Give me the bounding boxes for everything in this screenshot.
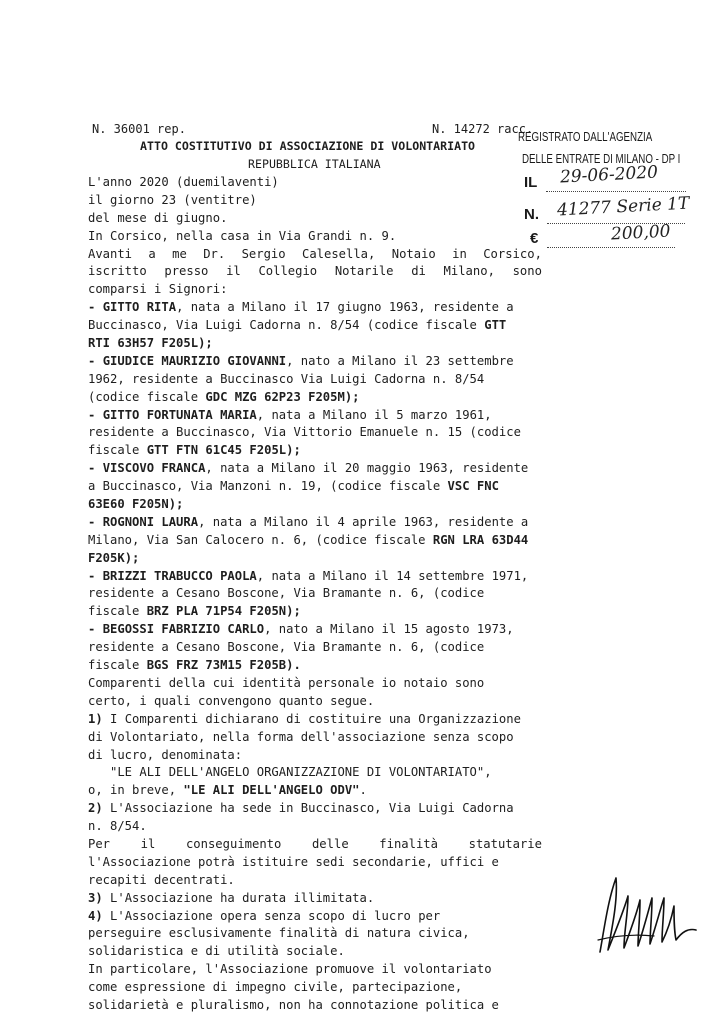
stamp-agency-line: REGISTRATO DALL'AGENZIA bbox=[518, 130, 653, 144]
raccolta-number: N. 14272 racc. bbox=[432, 122, 534, 136]
text-line: il giorno 23 (ventitre) bbox=[88, 192, 257, 207]
notary-signature bbox=[594, 870, 704, 960]
association-name: "LE ALI DELL'ANGELO ORGANIZZAZIONE DI VOLONTARIATO", bbox=[88, 765, 492, 780]
person-entry-5: - ROGNONI LAURA, nata a Milano il 4 aprile 1963, residente a bbox=[88, 514, 529, 529]
article-number: 1) bbox=[88, 711, 103, 726]
document-subtitle: REPUBBLICA ITALIANA bbox=[248, 157, 381, 171]
text-line: L'anno 2020 (duemilaventi) bbox=[88, 175, 279, 189]
person-name: GITTO FORTUNATA MARIA bbox=[102, 407, 257, 422]
person-name: GITTO RITA bbox=[102, 300, 177, 315]
stamp-number-handwritten: 41277 Serie 1T bbox=[557, 193, 691, 221]
repertorio-number: N. 36001 rep. bbox=[92, 122, 186, 136]
stamp-il-label: IL bbox=[524, 174, 538, 191]
person-entry-3: - GITTO FORTUNATA MARIA, nata a Milano il 5 marzo 1961, bbox=[88, 407, 492, 422]
text-line: comparsi i Signori: bbox=[88, 282, 228, 297]
text-line: In Corsico, nella casa in Via Grandi n. 9. bbox=[88, 228, 397, 243]
person-entry-1: - GITTO RITA, nata a Milano il 17 giugno 1963, residente a bbox=[88, 300, 514, 315]
article-number: 2) bbox=[88, 801, 103, 816]
stamp-office-line: DELLE ENTRATE DI MILANO - DP I bbox=[522, 152, 681, 166]
stamp-amount-handwritten: 200,00 bbox=[610, 221, 671, 245]
person-entry-7: - BEGOSSI FABRIZIO CARLO, nato a Milano il 15 agosto 1973, bbox=[88, 622, 514, 637]
person-name: ROGNONI LAURA bbox=[102, 514, 199, 529]
article-4: 4) L'Associazione opera senza scopo di lucro per bbox=[88, 908, 441, 923]
association-short-name: "LE ALI DELL'ANGELO ODV" bbox=[183, 783, 360, 798]
article-1: 1) I Comparenti dichiarano di costituire una Organizzazione bbox=[88, 711, 521, 726]
article-number: 3) bbox=[88, 890, 103, 905]
person-entry-6: - BRIZZI TRABUCCO PAOLA, nata a Milano il 14 settembre 1971, bbox=[88, 568, 529, 583]
person-name: VISCOVO FRANCA bbox=[102, 461, 206, 476]
person-entry-4: - VISCOVO FRANCA, nata a Milano il 20 maggio 1963, residente bbox=[88, 461, 529, 476]
text-line: certo, i quali convengono quanto segue. bbox=[88, 693, 375, 708]
person-entry-2: - GIUDICE MAURIZIO GIOVANNI, nato a Milano il 23 settembre bbox=[88, 353, 514, 368]
article-3: 3) L'Associazione ha durata illimitata. bbox=[88, 890, 375, 905]
text-line: Comparenti della cui identità personale io notaio sono bbox=[88, 675, 485, 690]
person-name: GIUDICE MAURIZIO GIOVANNI bbox=[102, 353, 287, 368]
person-name: BRIZZI TRABUCCO PAOLA bbox=[102, 568, 257, 583]
stamp-amount-row bbox=[530, 221, 675, 248]
stamp-date-handwritten: 29-06-2020 bbox=[559, 162, 659, 188]
text-line: del mese di giugno. bbox=[88, 210, 228, 225]
article-number: 4) bbox=[88, 908, 103, 923]
document-title: ATTO COSTITUTIVO DI ASSOCIAZIONE DI VOLONTARIATO bbox=[140, 139, 476, 153]
text-line-collegio: iscritto presso il Collegio Notarile di Milano, sono bbox=[88, 264, 542, 279]
person-name: BEGOSSI FABRIZIO CARLO bbox=[102, 622, 265, 637]
stamp-n-label: N. bbox=[524, 206, 539, 223]
article-2: 2) L'Associazione ha sede in Buccinasco, Via Luigi Cadorna bbox=[88, 801, 514, 816]
stamp-euro-label: € bbox=[530, 230, 539, 247]
stamp-date-row bbox=[524, 162, 686, 192]
text-line-notary: Avanti a me Dr. Sergio Calesella, Notaio in Corsico, bbox=[88, 246, 542, 261]
document-body: L'anno 2020 (duemilaventi) il giorno 23 (ventitre) del mese di giugno. In Corsico, nella casa in Via Grandi n. 9. Avanti a me Dr. Sergio Calesella, Notaio in Corsico, iscritto presso il Collegio Notarile di Milano, sono comparsi i Signori: - GITTO RITA, nata a Milano il 17 giugno 1963, residente a Buccinasco, Via Luigi Cadorna n. 8/54 (codice fiscale GTT RTI 63H57 F205L); - GIUDICE MAURIZIO GIOVANNI, nato a Milano il 23 settembre 1962, residente a Buccinasco Via Luigi Cadorna n. 8/54 (codice fiscale GDC MZG 62P23 F205M); - GITTO FORTUNATA MARIA, nata a Milano il 5 marzo 1961, residente a Buccinasco, Via Vittorio Emanuele n. 15 (codice fiscale GTT FTN 61C45 F205L); - VISCOVO FRANCA, nata a Milano il 20 maggio 1963, residente a Buccinasco, Via Manzoni n. 19, (codice fiscale VSC FNC 63E60 F205N); - ROGNONI LAURA, nata a Milano il 4 aprile 1963, residente a Milano, Via San Calocero n. 6, (codice fiscale RGN LRA 63D44 F205K); - BRIZZI TRABUCCO PAOLA, nata a Milano il 14 settembre 1971, residente a Cesano Boscone, Via Bramante n. 6, (codice fiscale BRZ PLA 71P54 F205N); - BEGOSSI FABRIZIO CARLO, nato a Milano il 15 agosto 1973, residente a Cesano Boscone, Via Bramante n. 6, (codice fiscale BGS FRZ 73M15 F205B). Comparenti della cui identità personale io notaio sono certo, i quali convengono quanto segue. 1) I Comparenti dichiarano di costituire una Organizzazione di Volontariato, nella forma dell'associazione senza scopo di lucro, denominata: "LE ALI DELL'ANGELO ORGANIZZAZIONE DI VOLONTARIATO", o, in breve, "LE ALI DELL'ANGELO ODV". 2) L'Associazione ha sede in Buccinasco, Via Luigi Cadorna n. 8/54. Per il conseguimento delle finalità statutarie l'Associazione potrà istituire sedi secondarie, uffici e recapiti decentrati. 3) L'Associazione ha durata illimitata. 4) L'Associazione opera senza scopo di lucro per perseguire esclusivamente finalità di natura civica, solidaristica e di utilità sociale. In particolare, l'Associazione promuove il volontariato come espressione di impegno civile, partecipazione, solidarietà e pluralismo, non ha connotazione politica e bbox=[88, 175, 542, 1012]
